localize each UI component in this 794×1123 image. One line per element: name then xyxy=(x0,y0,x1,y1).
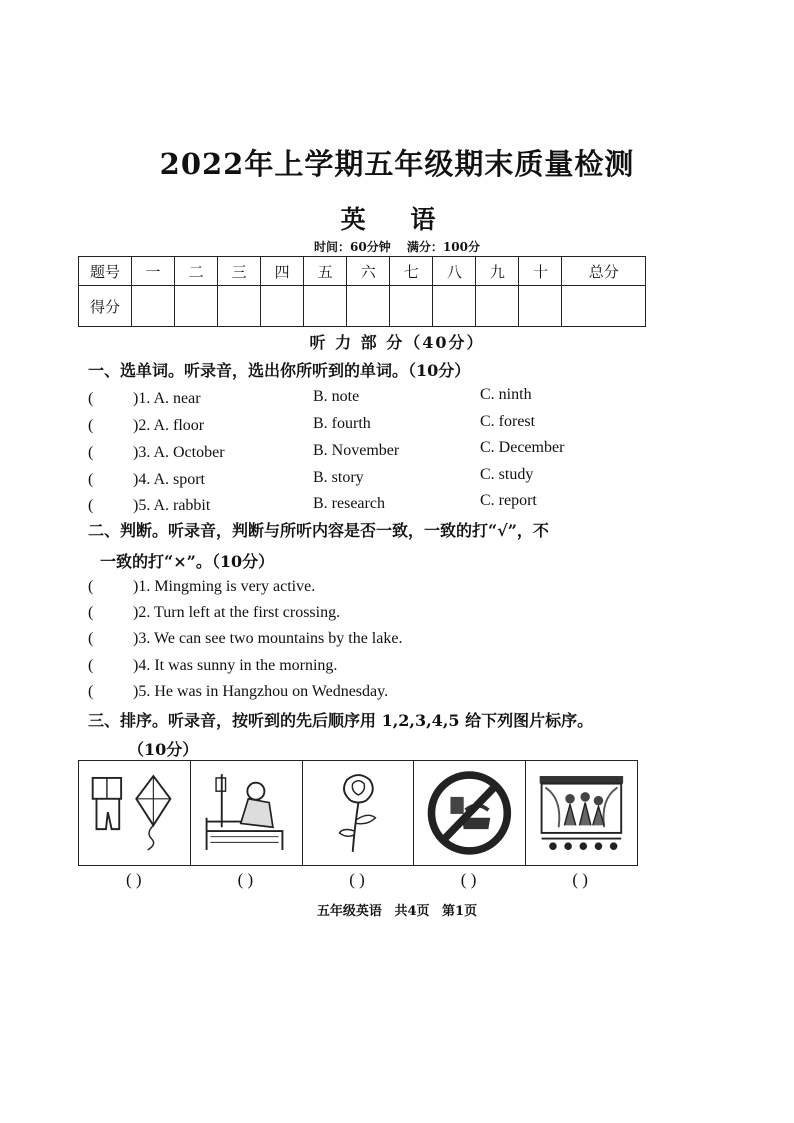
section2-heading-line1: 二、判断。听录音，判断与所听内容是否一致，一致的打“√”，不 xyxy=(88,521,549,540)
s1-item-a: )2. A. floor xyxy=(133,417,205,434)
col-header: 七 xyxy=(390,257,433,286)
s1-item-a: )3. A. October xyxy=(133,444,225,461)
col-header: 二 xyxy=(175,257,218,286)
full-score-label: 满分：100分 xyxy=(406,240,480,254)
col-header: 总分 xyxy=(562,257,646,286)
answer-blank[interactable]: ( ) xyxy=(126,870,142,889)
kite-icon xyxy=(87,767,182,859)
page-footer xyxy=(0,900,794,919)
score-table xyxy=(78,256,646,327)
section2-heading-line2: 一致的打“×”。（10分） xyxy=(100,552,275,571)
score-cell[interactable] xyxy=(347,286,390,327)
s1-item-c: C. ninth xyxy=(480,386,532,403)
s1-item-c: C. report xyxy=(480,492,537,509)
answer-paren[interactable]: ( xyxy=(88,471,94,488)
answer-blank[interactable]: ( ) xyxy=(349,870,365,889)
section3-heading-line2: （10分） xyxy=(128,740,199,759)
s2-item: )5. He was in Hangzhou on Wednesday. xyxy=(133,683,389,700)
question-number-label: 题号 xyxy=(79,257,132,286)
score-cell[interactable] xyxy=(519,286,562,327)
score-cell[interactable] xyxy=(433,286,476,327)
picture-answer-row xyxy=(78,870,636,890)
section1-heading: 一、选单词。听录音，选出你所听到的单词。（10分） xyxy=(88,361,471,380)
answer-blank[interactable]: ( ) xyxy=(460,870,477,889)
answer-paren[interactable]: ( xyxy=(88,630,94,647)
s2-item: )3. We can see two mountains by the lake. xyxy=(133,630,403,647)
answer-paren[interactable]: ( xyxy=(88,657,94,674)
kite-and-clothes-picture xyxy=(79,761,191,865)
s1-item-b: B. fourth xyxy=(313,415,371,432)
answer-paren[interactable]: ( xyxy=(88,444,94,461)
score-cell[interactable] xyxy=(218,286,261,327)
listening-section-heading: 听 力 部 分（40分） xyxy=(309,333,485,352)
score-cell[interactable] xyxy=(261,286,304,327)
s1-item-a: )5. A. rabbit xyxy=(133,497,211,514)
score-label: 得分 xyxy=(79,286,132,327)
footer-grade: 五年级英语 xyxy=(316,904,382,919)
score-table-row-question xyxy=(79,257,646,286)
no-food-sign-icon xyxy=(422,767,517,859)
s2-item: )1. Mingming is very active. xyxy=(133,578,316,595)
hospital-bed-icon xyxy=(199,767,294,859)
s2-item: )2. Turn left at the first crossing. xyxy=(133,604,341,621)
s1-item-c: C. study xyxy=(480,466,534,483)
col-header: 十 xyxy=(519,257,562,286)
answer-blank[interactable]: ( ) xyxy=(237,870,254,889)
col-header: 八 xyxy=(433,257,476,286)
score-table-row-score xyxy=(79,286,646,327)
subject-title: 英 语 xyxy=(340,205,454,234)
time-label: 时间：60分钟 xyxy=(314,240,391,254)
stage-icon xyxy=(534,767,629,859)
s2-item: )4. It was sunny in the morning. xyxy=(133,657,338,674)
score-cell[interactable] xyxy=(476,286,519,327)
answer-blank[interactable]: ( ) xyxy=(572,870,588,889)
s1-item-b: B. research xyxy=(313,495,385,512)
section3-heading-line1: 三、排序。听录音，按听到的先后顺序用 1,2,3,4,5 给下列图片标序。 xyxy=(88,711,594,730)
answer-paren[interactable]: ( xyxy=(88,497,94,514)
s1-item-c: C. forest xyxy=(480,413,536,430)
col-header: 三 xyxy=(218,257,261,286)
rose-icon xyxy=(311,767,406,859)
s1-item-a: )4. A. sport xyxy=(133,471,205,488)
picture-strip xyxy=(78,760,638,866)
col-header: 九 xyxy=(476,257,519,286)
answer-paren[interactable]: ( xyxy=(88,604,94,621)
col-header: 四 xyxy=(261,257,304,286)
s1-item-a: )1. A. near xyxy=(133,390,201,407)
s1-item-c: C. December xyxy=(480,439,565,456)
footer-total-pages: 共4页 xyxy=(394,904,430,919)
col-header: 五 xyxy=(304,257,347,286)
hospital-bed-picture xyxy=(191,761,303,865)
score-cell[interactable] xyxy=(390,286,433,327)
rose-picture xyxy=(303,761,415,865)
s1-item-b: B. note xyxy=(313,388,360,405)
answer-paren[interactable]: ( xyxy=(88,417,94,434)
stage-show-picture xyxy=(526,761,637,865)
answer-paren[interactable]: ( xyxy=(88,390,94,407)
time-score-line xyxy=(0,238,794,255)
no-eating-sign-picture xyxy=(414,761,526,865)
col-header: 一 xyxy=(132,257,175,286)
s1-item-b: B. story xyxy=(313,469,364,486)
exam-title: 2022年上学期五年级期末质量检测 xyxy=(159,147,635,181)
s1-item-b: B. November xyxy=(313,442,400,459)
footer-page-number: 第1页 xyxy=(442,904,478,919)
score-cell[interactable] xyxy=(132,286,175,327)
answer-paren[interactable]: ( xyxy=(88,683,94,700)
answer-paren[interactable]: ( xyxy=(88,578,94,595)
score-cell[interactable] xyxy=(562,286,646,327)
score-cell[interactable] xyxy=(304,286,347,327)
col-header: 六 xyxy=(347,257,390,286)
score-cell[interactable] xyxy=(175,286,218,327)
